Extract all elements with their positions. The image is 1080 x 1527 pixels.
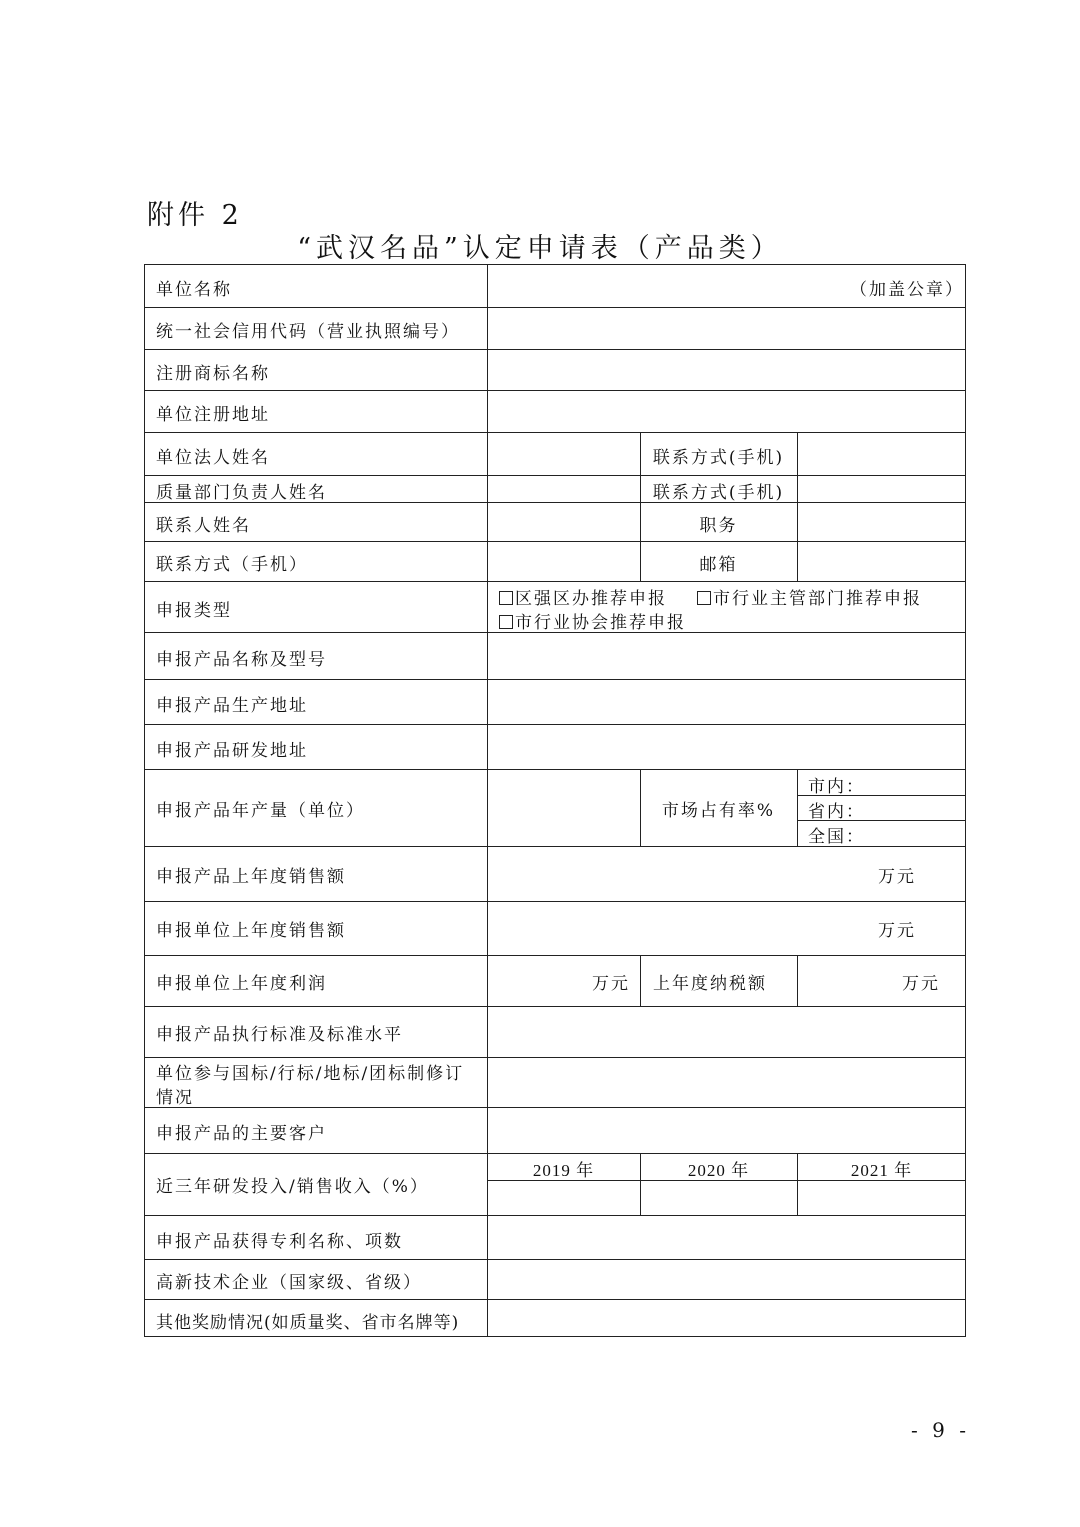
share-city-label: 市内： bbox=[808, 777, 865, 797]
legal-rep-contact-label: 联系方式(手机) bbox=[652, 448, 785, 468]
std-participation-label-1: 单位参与国标/行标/地标/团标制修订 bbox=[156, 1064, 465, 1084]
row-divider bbox=[144, 349, 966, 350]
apply-option-city-dept[interactable]: 市行业主管部门推荐申报 bbox=[697, 584, 922, 609]
standard-label: 申报产品执行标准及标准水平 bbox=[156, 1025, 403, 1045]
rd-ratio-label: 近三年研发投入/销售收入（%） bbox=[156, 1177, 429, 1197]
form-title: “武汉名品”认定申请表（产品类） bbox=[297, 233, 783, 264]
row-divider bbox=[144, 1215, 966, 1216]
annex-label: 附件 2 bbox=[147, 200, 243, 231]
unit-sales-label: 申报单位上年度销售额 bbox=[156, 921, 346, 941]
std-participation-label-2: 情况 bbox=[156, 1088, 194, 1108]
tax-unit: 万元 bbox=[902, 974, 940, 994]
credit-code-label: 统一社会信用代码（营业执照编号） bbox=[156, 322, 460, 342]
contact-person-label: 联系人姓名 bbox=[156, 516, 251, 536]
row-divider bbox=[144, 1006, 966, 1007]
checkbox[interactable] bbox=[499, 615, 513, 629]
column-divider bbox=[797, 432, 798, 581]
year-2020: 2020 年 bbox=[687, 1161, 750, 1180]
row-divider bbox=[144, 541, 966, 542]
checkbox[interactable] bbox=[697, 591, 711, 605]
row-divider bbox=[144, 679, 966, 680]
row-divider bbox=[144, 724, 966, 725]
annual-output-label: 申报产品年产量（单位） bbox=[156, 801, 365, 821]
row-divider bbox=[144, 1299, 966, 1300]
prod-address-label: 申报产品生产地址 bbox=[156, 696, 308, 716]
unit-sales-unit: 万元 bbox=[878, 921, 916, 941]
share-province-label: 省内： bbox=[808, 802, 865, 822]
row-divider bbox=[144, 390, 966, 391]
row-divider bbox=[144, 1259, 966, 1260]
rd-address-label: 申报产品研发地址 bbox=[156, 741, 308, 761]
customers-label: 申报产品的主要客户 bbox=[156, 1124, 327, 1144]
column-divider bbox=[797, 955, 798, 1006]
row-divider bbox=[144, 1107, 966, 1108]
seal-note: （加盖公章） bbox=[850, 280, 964, 300]
trademark-label: 注册商标名称 bbox=[156, 364, 270, 384]
email-label: 邮箱 bbox=[699, 555, 738, 575]
profit-unit: 万元 bbox=[592, 974, 630, 994]
page-number: - 9 - bbox=[911, 1418, 970, 1442]
row-divider bbox=[144, 581, 966, 582]
high-tech-label: 高新技术企业（国家级、省级） bbox=[156, 1273, 422, 1293]
row-divider bbox=[144, 955, 966, 956]
row-divider bbox=[144, 1153, 966, 1154]
column-divider bbox=[797, 769, 798, 846]
product-sales-unit: 万元 bbox=[878, 867, 916, 887]
awards-label: 其他奖励情况(如质量奖、省市名牌等) bbox=[156, 1313, 460, 1333]
market-share-label: 市场占有率% bbox=[661, 801, 776, 821]
profit-label: 申报单位上年度利润 bbox=[156, 974, 327, 994]
post-label: 职务 bbox=[699, 516, 738, 536]
row-divider bbox=[144, 769, 966, 770]
quality-head-contact-label: 联系方式(手机) bbox=[652, 483, 785, 503]
apply-option-association[interactable]: 市行业协会推荐申报 bbox=[499, 608, 686, 633]
row-divider bbox=[144, 475, 966, 476]
product-name-label: 申报产品名称及型号 bbox=[156, 650, 327, 670]
apply-type-label: 申报类型 bbox=[156, 601, 232, 621]
product-sales-label: 申报产品上年度销售额 bbox=[156, 867, 346, 887]
row-divider bbox=[144, 901, 966, 902]
tax-label: 上年度纳税额 bbox=[653, 974, 767, 994]
legal-rep-label: 单位法人姓名 bbox=[156, 448, 270, 468]
apply-option-district[interactable]: 区强区办推荐申报 bbox=[499, 584, 667, 609]
checkbox[interactable] bbox=[499, 591, 513, 605]
contact-phone-label: 联系方式（手机） bbox=[156, 555, 308, 575]
row-divider bbox=[144, 307, 966, 308]
share-national-label: 全国： bbox=[808, 827, 865, 847]
reg-address-label: 单位注册地址 bbox=[156, 405, 270, 425]
year-2019: 2019 年 bbox=[532, 1161, 595, 1180]
row-divider bbox=[144, 1057, 966, 1058]
year-2021: 2021 年 bbox=[850, 1161, 913, 1180]
quality-head-label: 质量部门负责人姓名 bbox=[156, 483, 327, 503]
patents-label: 申报产品获得专利名称、项数 bbox=[156, 1232, 403, 1252]
column-divider bbox=[640, 955, 641, 1006]
unit-name-label: 单位名称 bbox=[156, 280, 232, 300]
row-divider bbox=[144, 432, 966, 433]
